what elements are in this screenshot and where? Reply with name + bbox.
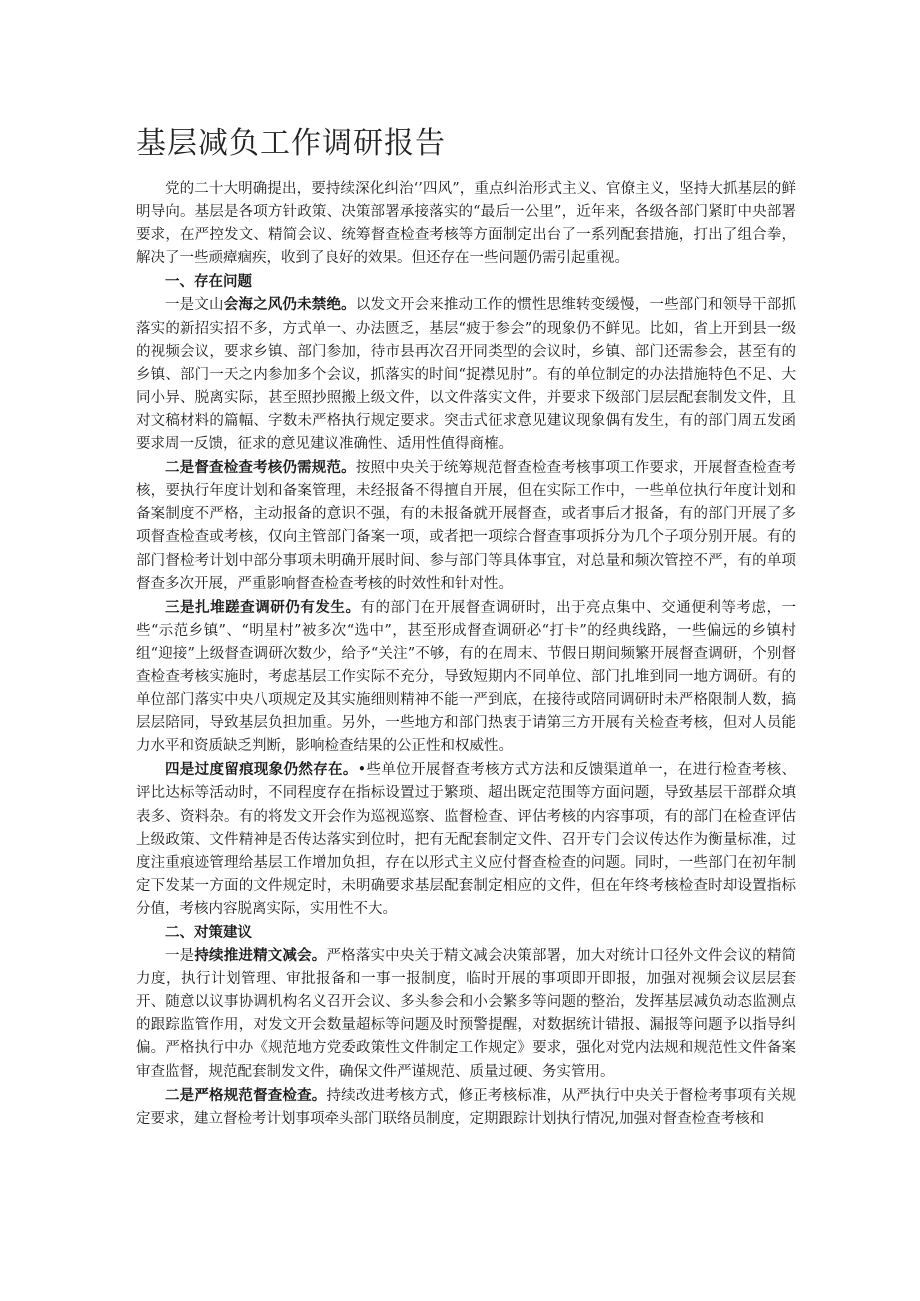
paragraph-lead: 一是文山 [165,297,224,314]
paragraph-lead: 一是 [165,948,195,965]
intro-paragraph: 党的二十大明确提出，要持续深化纠治‘’四风”，重点纠治形式主义、官僚主义，坚持大抓基层的鲜明导向。基层是各项方针政策、决策部署承接落实的“最后一公里”，近年来，各级各部门紧盯中央部署要求，在严控发文、精简会议、统筹督查检查考核等方面制定出台了一系列配套措施，打出了组合拳，解决了一些顽瘴痼疾，收到了良好的效果。但还存在一些问题仍需引起重视。 [136,181,796,267]
section-heading-suggestions: 二、对策建议 [165,924,252,941]
paragraph-text: 有的部门在开展督查调研时，出于亮点集中、交通便利等考虑，一些“示范乡镇”、“明星村”被多次“选中”，甚至形成督查调研必“打卡”的经典线路，一些偏远的乡镇村组“迎接”上级督查调研次数少，给予“关注”不够，有的在周末、节假日期间频繁开展督查调研，个别督查检查考核实施时，考虑基层工作实际不充分，导致短期内不同单位、部门扎堆到同一地方调研。有的单位部门落实中央八项规定及其实施细则精神不能一严到底，在接待或陪同调研时未严格限制人数，搞层层陪同，导致基层负担加重。另外，一些地方和部门热衷于请第三方开展有关检查考核，但对人员能力水平和资质缺乏判断，影响检查结果的公正性和权威性。 [136,599,797,755]
paragraph-suggestion-2 [136,1084,796,1131]
page-title: 基层减负工作调研报告 [136,126,446,161]
paragraph-lead: 四是过度留痕现象仍然存在。 [165,761,358,779]
paragraph-problem-1 [136,293,796,456]
paragraph-text: 严格落实中央关于精文减会决策部署，加大对统计口径外文件会议的精简力度，执行计划管理、审批报备和一事一报制度，临时开展的事项即开即报，加强对视频会议层层套开、随意以议事协调机构名义召开会议、多头参会和小会繁多等问题的整治，发挥基层减负动态监测点的跟踪监管作用，对发文开会数量超标等问题及时预警提醒，对数据统计错报、漏报等问题予以指导纠偏。严格执行中办《规范地方党委政策性文件制定工作规定》要求，强化对党内法规和规范性文件备案审查监督，规范配套制发文件，确保文件严谨规范、质量过硬、务实管用。 [136,948,797,1080]
document-body [136,178,796,1131]
paragraph-text: 以发文开会来推动工作的惯性思维转变缓慢，一些部门和领导干部抓落实的新招实招不多，方式单一、办法匮乏，基层“疲于参会”的现象仍不鲜见。比如，省上开到县一级的视频会议，要求乡镇、部门参加，待市县再次召开同类型的会议时，乡镇、部门还需参会，甚至有的乡镇、部门一天之内参加多个会议，抓落实的时间“捉襟见肘”。有的单位制定的办法措施特色不足、大同小异、脱离实际，甚至照抄照搬上级文件，以文件落实文件，并要求下级部门层层配套制发文件，且对文稿材料的篇幅、字数未严格执行规定要求。突击式征求意见建议现象偶有发生，有的部门周五发函要求周一反馈，征求的意见建议准确性、适用性值得商榷。 [136,297,797,453]
paragraph-text: 持续改进考核方式，修正考核标准，从严执行中央关于督检考事项有关规定要求，建立督检考计划事项牵头部门联络员制度，定期跟踪计划执行情况,加强对督查检查考核和 [136,1087,797,1127]
paragraph-lead: 二是严格规范督查检查。 [165,1086,327,1104]
paragraph-lead: 持续推进精文减会。 [194,947,327,965]
paragraph-problem-2 [136,456,796,596]
paragraph-problem-3 [136,596,796,759]
paragraph-lead: 三是扎堆蹉查调研仍有发生。 [165,598,361,616]
section-heading-problems: 一、存在问题 [165,273,252,291]
paragraph-lead: 会海之风仍未禁绝。 [223,296,356,314]
paragraph-problem-4 [136,758,796,921]
paragraph-text: 按照中央关于统筹规范督查检查考核事项工作要求，开展督查检查考核，要执行年度计划和备案管理，未经报备不得擅自开展，但在实际工作中，一些单位执行年度计划和备案制度不严格，主动报备的意识不强，有的未报备就开展督查，或者事后才报备，有的部门开展了多项督查检查或考核，仅向主管部门备案一项，或者把一项综合督查事项拆分为几个子项分别开展。有的部门督检考计划中部分事项未明确开展时间、参与部门等具体事宜，对总量和频次管控不严，有的单项督查多次开展，严重影响督查检查考核的时效性和针对性。 [136,460,797,592]
paragraph-lead: 二是督查检查考核仍需规范。 [165,459,356,477]
paragraph-text: •些单位开展督查考核方式方法和反馈渠道单一，在进行检查考核、评比达标等活动时，不同程度存在指标设置过于繁琐、超出既定范围等方面问题，导致基层干部群众填表多、资料杂。有的将发文开会作为巡视巡察、监督检查、评估考核的内容事项，有的部门在检查评估上级政策、文件精神是否传达落实到位时，把有无配套制定文件、召开专门会议传达作为衡量标准，过度注重痕迹管理给基层工作增加负担，存在以形式主义应付督查检查的问题。同时，一些部门在初年制定下发某一方面的文件规定时，未明确要求基层配套制定相应的文件，但在年终考核检查时却设置指标分值，考核内容脱离实际，实用性不大。 [136,762,797,917]
paragraph-suggestion-1 [136,944,796,1084]
